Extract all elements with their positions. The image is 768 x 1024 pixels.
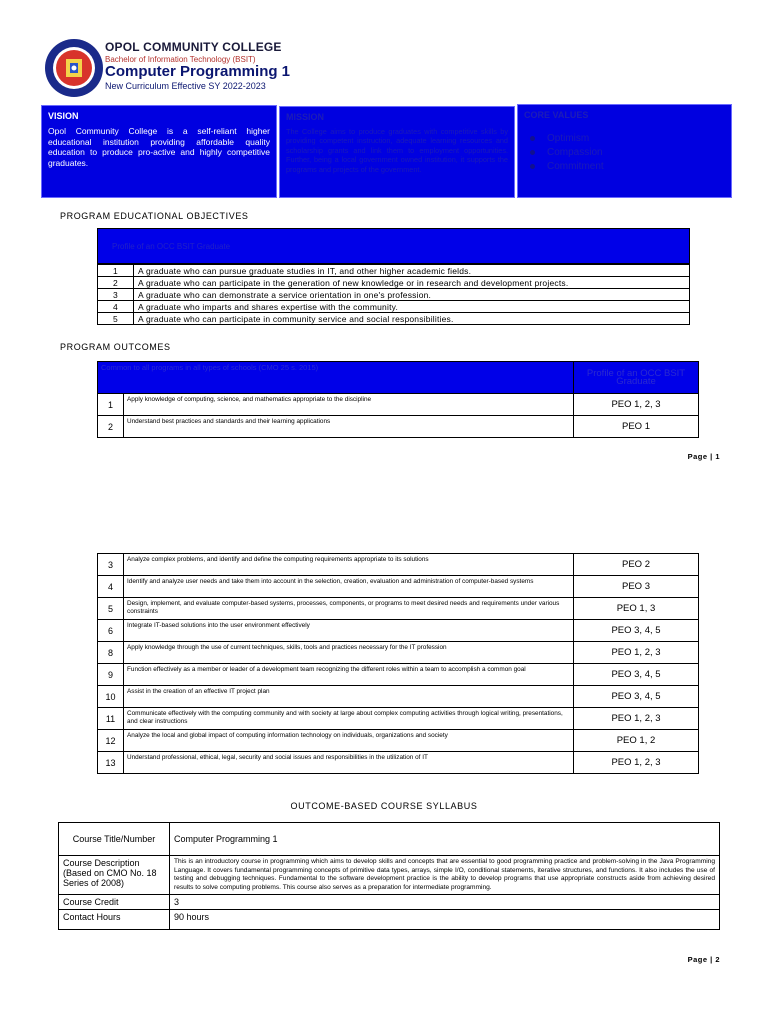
po-header-left: Common to all programs in all types of schools (CMO 25 s. 2015) xyxy=(98,362,574,394)
table-row: 2 A graduate who can participate in the generation of new knowledge or in research and development projects. xyxy=(98,277,690,289)
peo-header-label: Profile of an OCC BSIT Graduate xyxy=(112,242,231,251)
table-row: 2 Understand best practices and standards and their learning applications PEO 1 xyxy=(98,416,699,438)
po-header-right: Profile of an OCC BSIT Graduate xyxy=(574,362,699,394)
table-row: 13 Understand professional, ethical, legal, security and social issues and responsibilities in the utilization of IT PEO 1, 2, 3 xyxy=(98,752,699,774)
table-row: 1 A graduate who can pursue graduate studies in IT, and other higher academic fields. xyxy=(98,265,690,277)
po-table-header xyxy=(98,362,699,394)
table-row: Course Title/Number Computer Programming 1 xyxy=(59,823,720,856)
table-row: 10 Assist in the creation of an effective IT project plan PEO 3, 4, 5 xyxy=(98,686,699,708)
page-number: Page | 1 xyxy=(687,452,720,461)
bullet-icon xyxy=(530,136,535,141)
table-row: 5 Design, implement, and evaluate computer-based systems, processes, components, or programs to meet desired needs and requirements under various constraints PEO 1, 3 xyxy=(98,598,699,620)
mission-title: MISSION xyxy=(286,112,325,122)
peo-table xyxy=(97,264,690,325)
bullet-icon xyxy=(530,150,535,155)
college-seal-logo xyxy=(44,38,104,98)
po-table-page2 xyxy=(97,553,699,774)
peo-table-header xyxy=(97,228,690,264)
table-row: Contact Hours 90 hours xyxy=(59,910,720,930)
vision-box xyxy=(41,105,277,198)
po-table-page1 xyxy=(97,361,699,438)
bullet-icon xyxy=(530,164,535,169)
syllabus-table xyxy=(58,822,720,930)
table-row: Course Credit 3 xyxy=(59,895,720,910)
table-row: 4 A graduate who imparts and shares expertise with the community. xyxy=(98,301,690,313)
vision-title: VISION xyxy=(48,111,79,121)
vision-text: Opol Community College is a self-reliant higher educational institution providing affordable quality education to produce pro-active and highly competitive graduates. xyxy=(48,126,270,168)
table-row: 8 Apply knowledge through the use of current techniques, skills, tools and practices necessary for the IT profession PEO 1, 2, 3 xyxy=(98,642,699,664)
table-row: 3 A graduate who can demonstrate a service orientation in one's profession. xyxy=(98,289,690,301)
core-values-box xyxy=(517,104,732,198)
table-row: Course Description (Based on CMO No. 18 Series of 2008) This is an introductory course in programming which aims to develop skills and concepts that are essential to good programming practice and problem-solving in the Java Programming Language. It covers fundamental programming concepts of primitive data types, arrays, simple I/O, conditional statements, iterative structures, and functions. It also includes the use of testing and debugging techniques. Fundamental to the software development practice is the ability to develop programs that use appropriate constructs aside from achieving desired results to solve computing problems. This course also serves as a preparation for intermediate programming. xyxy=(59,856,720,895)
syllabus-title: OUTCOME-BASED COURSE SYLLABUS xyxy=(290,801,478,811)
college-name: OPOL COMMUNITY COLLEGE xyxy=(105,40,282,54)
table-row: 12 Analyze the local and global impact of computing information technology on individuals, organizations and society PEO 1, 2 xyxy=(98,730,699,752)
program-name: Bachelor of Information Technology (BSIT) xyxy=(105,55,256,64)
core-value-item: Compassion xyxy=(530,146,604,160)
page-number: Page | 2 xyxy=(687,955,720,964)
po-section-title: PROGRAM OUTCOMES xyxy=(60,342,171,352)
mission-text: The College aims to produce graduates with competitive skills by providing competent instruction, adequate learning resources and scholarship grants and link them to employment opportunities. Further, being a local government owned institution, it supports the programs and projects of the government. xyxy=(286,127,508,174)
curriculum-note: New Curriculum Effective SY 2022-2023 xyxy=(105,81,266,91)
table-row: 3 Analyze complex problems, and identify and define the computing requirements appropriate to its solutions PEO 2 xyxy=(98,554,699,576)
core-values-title: CORE VALUES xyxy=(524,110,589,120)
core-value-item: Commitment xyxy=(530,160,604,174)
peo-section-title: PROGRAM EDUCATIONAL OBJECTIVES xyxy=(60,211,249,221)
course-title: Computer Programming 1 xyxy=(105,63,291,80)
core-values-list xyxy=(530,132,604,174)
mission-box xyxy=(279,106,515,198)
table-row: 6 Integrate IT-based solutions into the user environment effectively PEO 3, 4, 5 xyxy=(98,620,699,642)
core-value-item: Optimism xyxy=(530,132,604,146)
table-row: 5 A graduate who can participate in community service and social responsibilities. xyxy=(98,313,690,325)
table-row: 1 Apply knowledge of computing, science, and mathematics appropriate to the discipline PEO 1, 2, 3 xyxy=(98,394,699,416)
table-row: 9 Function effectively as a member or leader of a development team recognizing the different roles within a team to accomplish a common goal PEO 3, 4, 5 xyxy=(98,664,699,686)
table-row: 11 Communicate effectively with the computing community and with society at large about complex computing activities through logical writing, presentations, and clear instructions PEO 1, 2, 3 xyxy=(98,708,699,730)
table-row: 4 Identify and analyze user needs and take them into account in the selection, creation, evaluation and administration of computer-based systems PEO 3 xyxy=(98,576,699,598)
